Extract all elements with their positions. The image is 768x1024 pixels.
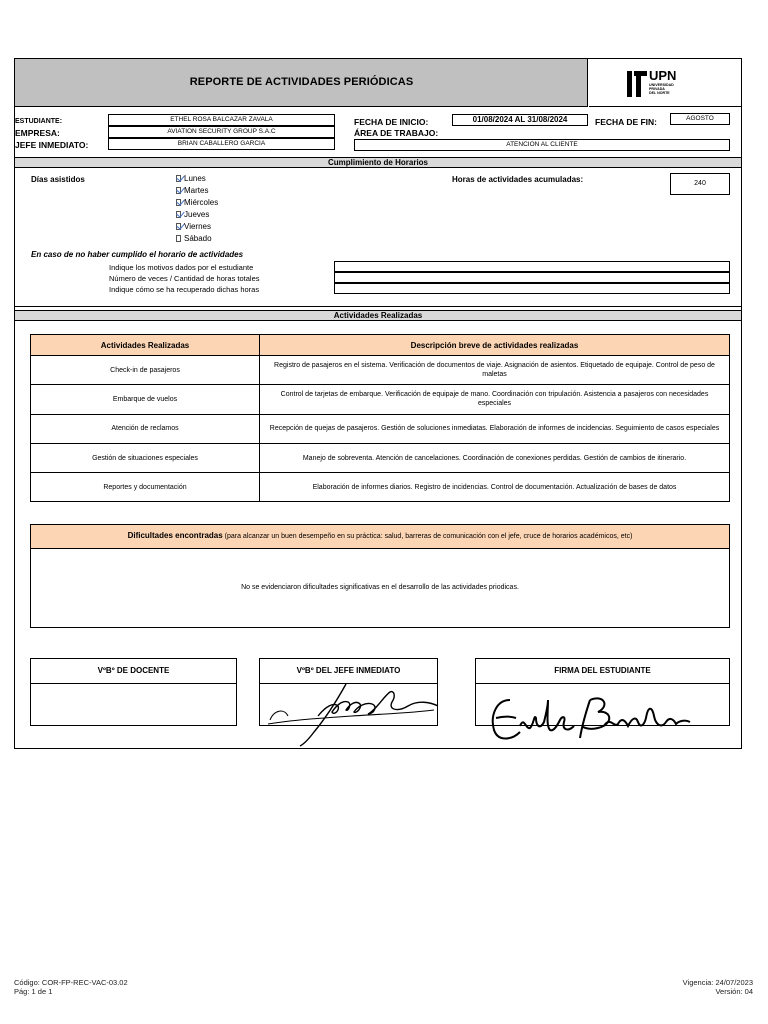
actividad-cell[interactable]: Gestión de situaciones especiales: [31, 443, 260, 472]
checkbox-miercoles[interactable]: [176, 199, 181, 206]
checkbox-lunes[interactable]: [176, 175, 181, 182]
descripcion-cell[interactable]: Manejo de sobreventa. Atención de cancelaciones. Coordinación de conexiones perdidas. Gestión de cambios de itinerario.: [260, 443, 730, 472]
day-miercoles[interactable]: Miércoles: [176, 198, 218, 207]
logo-subtext: UNIVERSIDAD PRIVADA DEL NORTE: [649, 83, 674, 96]
fecha-fin-field[interactable]: AGOSTO: [670, 113, 730, 125]
checkbox-jueves[interactable]: [176, 211, 181, 218]
actividades-table: [30, 334, 730, 502]
descripcion-cell[interactable]: Recepción de quejas de pasajeros. Gestión de soluciones inmediatas. Elaboración de informes de incidencias. Seguimiento de casos especiales: [260, 414, 730, 443]
divider: [15, 306, 741, 307]
jefe-field[interactable]: BRIAN CABALLERO GARCIA: [108, 138, 335, 150]
empresa-label: EMPRESA:: [15, 128, 60, 138]
fecha-fin-label: FECHA DE FIN:: [595, 117, 658, 127]
day-viernes[interactable]: Viernes: [176, 222, 211, 231]
col-header-actividad: Actividades Realizadas: [31, 335, 260, 356]
descripcion-cell[interactable]: Control de tarjetas de embarque. Verificación de equipaje de mano. Coordinación con tripulación. Asistencia a pasajeros con necesidades especiales: [260, 385, 730, 414]
title-band: [15, 59, 588, 107]
area-field[interactable]: ATENCION AL CLIENTE: [354, 139, 730, 151]
day-sabado[interactable]: Sábado: [176, 234, 212, 243]
table-row: [31, 385, 730, 414]
recuperado-label: Indique cómo se ha recuperado dichas horas: [109, 285, 260, 294]
descripcion-cell[interactable]: Elaboración de informes diarios. Registro de incidencias. Control de documentación. Actualización de bases de datos: [260, 473, 730, 502]
table-row: [31, 443, 730, 472]
no-cumplido-title: En caso de no haber cumplido el horario de actividades: [31, 250, 244, 259]
estudiante-label: ESTUDIANTE:: [15, 118, 63, 125]
actividad-cell[interactable]: Embarque de vuelos: [31, 385, 260, 414]
docente-signature-label: VºBº DE DOCENTE: [31, 659, 236, 684]
docente-signature-box[interactable]: [30, 658, 237, 726]
dificultades-header: [30, 524, 730, 549]
fecha-inicio-field[interactable]: 01/08/2024 AL 31/08/2024: [452, 114, 588, 126]
horas-label: Horas de actividades acumuladas:: [452, 175, 584, 184]
actividad-cell[interactable]: Reportes y documentación: [31, 473, 260, 502]
table-row: [31, 473, 730, 502]
footer-right: [683, 978, 753, 996]
veces-field[interactable]: [334, 272, 730, 283]
version-text: Versión: 04: [715, 987, 753, 996]
logo-text: UPN: [649, 68, 677, 83]
veces-label: Número de veces / Cantidad de horas totales: [109, 274, 260, 283]
dificultades-title: Dificultades encontradas: [127, 531, 223, 540]
table-row: [31, 356, 730, 385]
jefe-signature-icon: [262, 680, 442, 748]
dificultades-subtitle: (para alcanzar un buen desempeño en su práctica: salud, barreras de comunicación con el jefe, cruce de horarios académicos, etc): [222, 533, 633, 540]
descripcion-cell[interactable]: Registro de pasajeros en el sistema. Verificación de documentos de viaje. Asignación de asientos. Etiquetado de equipaje. Control de peso de maletas: [260, 356, 730, 385]
actividades-section-bar: Actividades Realizadas: [15, 310, 741, 321]
day-martes[interactable]: Martes: [176, 186, 208, 195]
checkbox-martes[interactable]: [176, 187, 181, 194]
col-header-descripcion: Descripción breve de actividades realizadas: [260, 335, 730, 356]
checkbox-viernes[interactable]: [176, 223, 181, 230]
jefe-label: JEFE INMEDIATO:: [15, 140, 89, 150]
table-row: [31, 414, 730, 443]
upn-logo-icon: [625, 69, 649, 99]
estudiante-signature-icon: [486, 686, 696, 748]
horarios-section-bar: Cumplimiento de Horarios: [15, 157, 741, 168]
dificultades-text[interactable]: No se evidenciaron dificultades significativas en el desarrollo de las actividades priodicas.: [30, 548, 730, 628]
day-jueves[interactable]: Jueves: [176, 210, 209, 219]
horas-field[interactable]: 240: [670, 173, 730, 195]
footer-left: [14, 978, 128, 996]
day-lunes[interactable]: Lunes: [176, 174, 206, 183]
vigencia-text: Vigencia: 24/07/2023: [682, 978, 753, 987]
fecha-inicio-label: FECHA DE INICIO:: [354, 117, 429, 127]
upn-logo: [589, 59, 741, 107]
checkbox-sabado[interactable]: [176, 235, 181, 242]
pagina-text: Pág: 1 de 1: [14, 987, 53, 996]
codigo-text: Código: COR-FP-REC-VAC-03.02: [14, 978, 128, 987]
motivos-label: Indique los motivos dados por el estudiante: [109, 263, 254, 272]
empresa-field[interactable]: AVIATION SECURITY GROUP S.A.C: [108, 126, 335, 138]
motivos-field[interactable]: [334, 261, 730, 272]
estudiante-field[interactable]: ETHEL ROSA BALCAZAR ZAVALA: [108, 114, 335, 126]
estudiante-signature-label: FIRMA DEL ESTUDIANTE: [476, 659, 729, 684]
actividad-cell[interactable]: Atención de reclamos: [31, 414, 260, 443]
report-title: REPORTE DE ACTIVIDADES PERIÓDICAS: [189, 76, 414, 88]
recuperado-field[interactable]: [334, 283, 730, 294]
jefe-signature-label: VºBº DEL JEFE INMEDIATO: [260, 659, 437, 684]
actividad-cell[interactable]: Check-in de pasajeros: [31, 356, 260, 385]
dias-label: Días asistidos: [31, 175, 85, 184]
area-label: ÁREA DE TRABAJO:: [354, 128, 439, 138]
